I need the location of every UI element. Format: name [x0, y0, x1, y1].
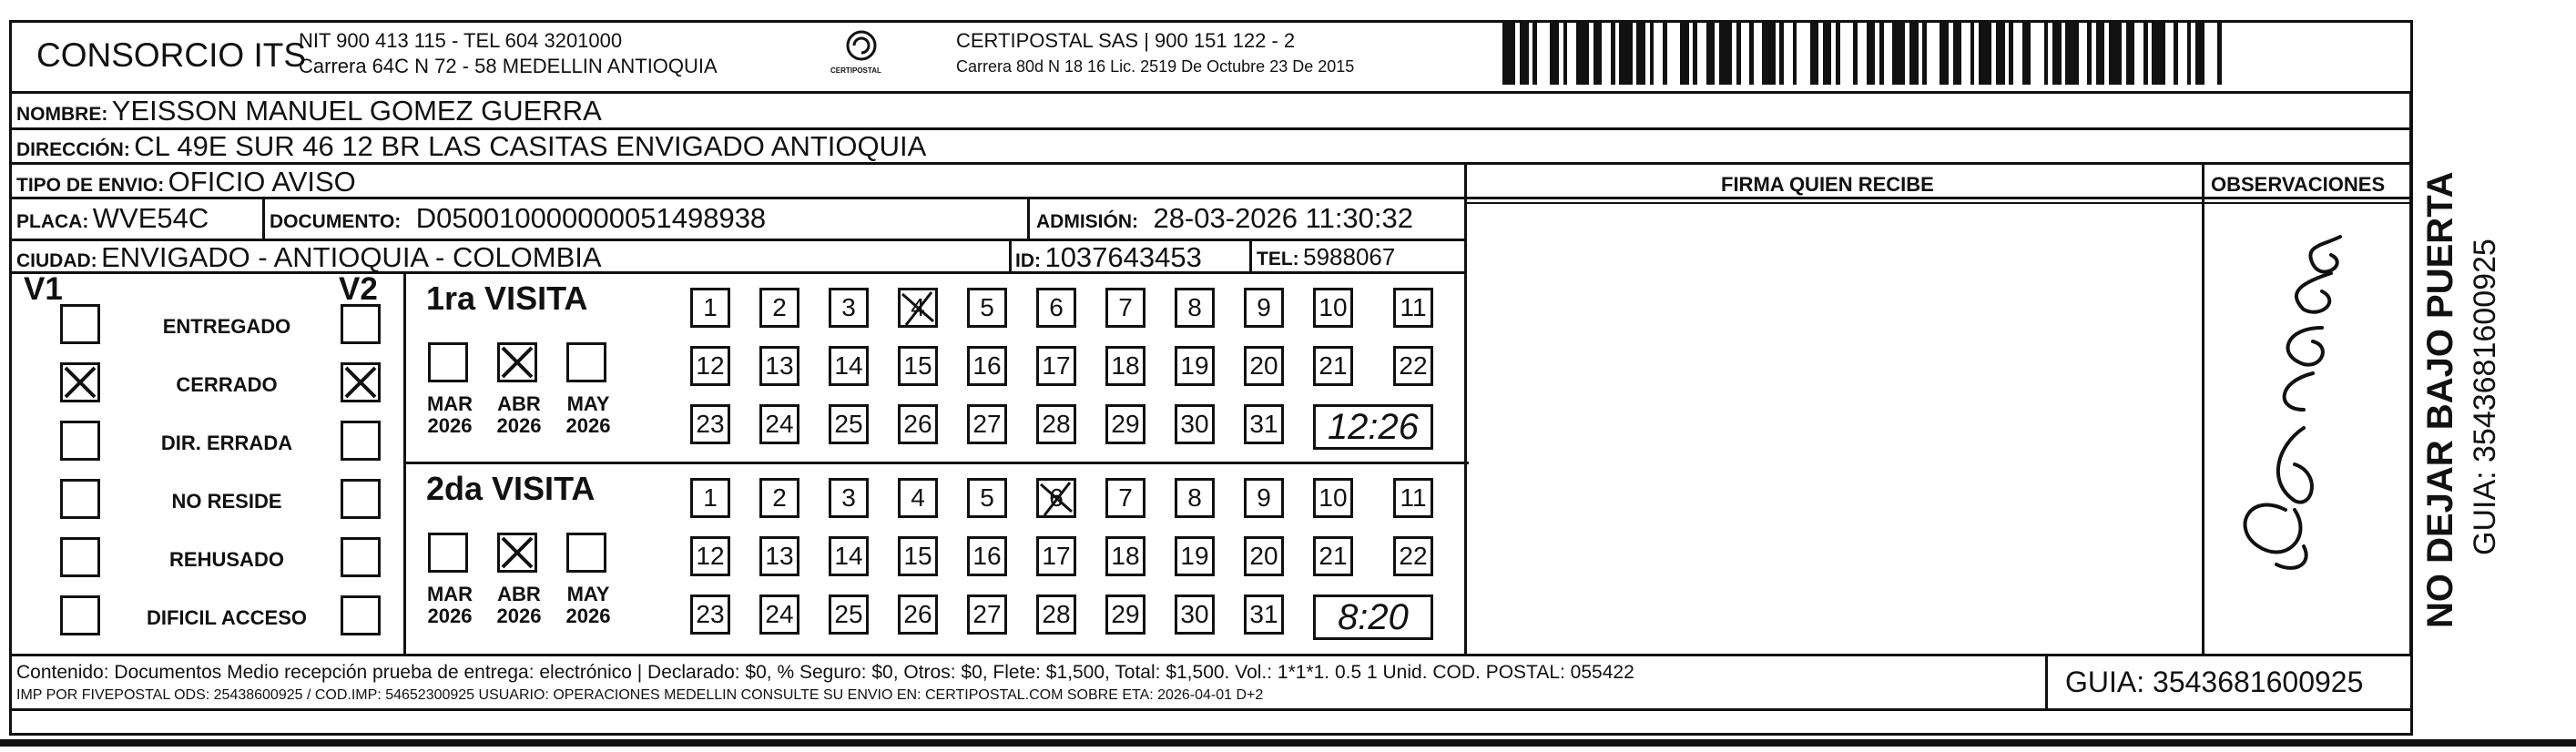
nombre-field: [16, 97, 602, 125]
status-label: DIR. ERRADA: [160, 432, 293, 454]
status-checkbox-v2[interactable]: [341, 421, 381, 461]
barcode-bar: [2096, 23, 2105, 85]
documento-label: DOCUMENTO:: [270, 211, 402, 232]
barcode-bar: [2126, 23, 2135, 85]
barcode-bar: [2152, 23, 2164, 85]
barcode-bar: [1667, 23, 1680, 85]
day-box[interactable]: 3: [829, 288, 869, 328]
day-box[interactable]: 18: [1105, 346, 1145, 386]
day-box[interactable]: 21: [1313, 346, 1353, 386]
status-label: DIFICIL ACCESO: [146, 606, 307, 629]
barcode-bar: [1654, 23, 1663, 85]
firma-header: FIRMA QUIEN RECIBE: [1721, 173, 1934, 196]
day-box[interactable]: 25: [829, 404, 869, 444]
status-checkbox-v1[interactable]: [60, 362, 100, 402]
month-label: [552, 393, 625, 437]
status-checkbox-v2[interactable]: [341, 362, 381, 402]
day-box[interactable]: 6: [1036, 478, 1076, 518]
day-box[interactable]: 31: [1244, 594, 1284, 635]
status-label: ENTREGADO: [162, 315, 291, 338]
day-check-mark: [895, 285, 941, 330]
day-box[interactable]: 16: [967, 536, 1007, 576]
barcode-bar: [1520, 23, 1529, 85]
barcode-bar: [1706, 23, 1716, 85]
barcode-bar: [1884, 23, 1893, 85]
day-box[interactable]: 30: [1175, 404, 1215, 444]
admision-value: 28-03-2026 11:30:32: [1153, 202, 1414, 234]
footer-contenido: Contenido: Documentos Medio recepción prueba de entrega: electrónico | Declarado: $0, % Seguro: $0, Otros: $0, Flete: $1,500, Total: $1,500. Vol.: 1*1*1. 0.5 1 Unid. COD. POSTAL: 055422: [16, 662, 1634, 683]
day-box[interactable]: 4: [898, 288, 938, 328]
day-box[interactable]: 14: [829, 536, 869, 576]
status-checkbox-v2[interactable]: [341, 595, 381, 635]
check-mark-icon: [497, 342, 537, 382]
day-box[interactable]: 30: [1175, 594, 1215, 635]
month-checkbox[interactable]: [428, 533, 468, 573]
logo-text: CERTIPOSTAL: [830, 66, 881, 75]
month-year: 2026: [427, 605, 473, 628]
barcode-bar: [1892, 23, 1905, 85]
day-box[interactable]: 14: [829, 346, 869, 386]
direccion-value: CL 49E SUR 46 12 BR LAS CASITAS ENVIGADO ANTIOQUIA: [134, 130, 927, 162]
visit-title: 2da VISITA: [426, 470, 596, 507]
barcode-bar: [1979, 23, 1991, 85]
rule: [9, 91, 2413, 94]
barcode-bar: [1741, 23, 1750, 85]
ciudad-value: ENVIGADO - ANTIOQUIA - COLOMBIA: [101, 241, 602, 273]
barcode-bar: [1996, 23, 2005, 85]
visit-title: 1ra VISITA: [426, 279, 588, 317]
carrier-line2: Carrera 80d N 18 16 Lic. 2519 De Octubre 23 De 2015: [956, 57, 1355, 76]
v1-label: V1: [24, 271, 63, 307]
barcode-bar: [1840, 23, 1853, 85]
check-mark-icon: [895, 285, 941, 330]
certipostal-logo: [830, 29, 887, 80]
rule: [2045, 654, 2048, 710]
barcode-bar: [1680, 23, 1689, 85]
side-guia: GUIA: 3543681600925: [2468, 239, 2502, 555]
status-checkbox-v2[interactable]: [341, 479, 381, 519]
barcode-bar: [2109, 23, 2122, 85]
month-checkbox[interactable]: [428, 342, 468, 382]
ciudad-label: CIUDAD:: [16, 250, 97, 271]
divider: [0, 739, 2576, 747]
admision-field: [1036, 204, 1413, 232]
rule: [9, 654, 2413, 656]
tel-field: [1257, 245, 1395, 269]
barcode-bar: [2031, 23, 2043, 85]
rule: [1027, 197, 1030, 239]
day-box[interactable]: 23: [690, 594, 730, 635]
status-checkbox-v1[interactable]: [60, 421, 100, 461]
placa-value: WVE54C: [92, 202, 209, 234]
month-year: 2026: [496, 605, 542, 628]
barcode-bar: [2079, 23, 2088, 85]
day-box[interactable]: 15: [898, 536, 938, 576]
month-year: 2026: [565, 414, 611, 438]
day-box[interactable]: 22: [1393, 346, 1433, 386]
barcode-bar: [2165, 23, 2174, 85]
barcode-bar: [1784, 23, 1793, 85]
visit-time-box[interactable]: 8:20: [1313, 594, 1433, 640]
day-box[interactable]: 15: [898, 346, 938, 386]
rule: [403, 462, 1469, 464]
barcode-bar: [2178, 23, 2187, 85]
check-mark-icon: [60, 362, 100, 402]
day-box[interactable]: 21: [1313, 536, 1353, 576]
barcode-bar: [2134, 23, 2143, 85]
day-box[interactable]: 12: [690, 346, 730, 386]
id-label: ID:: [1015, 250, 1041, 271]
month-name: MAY: [566, 392, 610, 415]
day-box[interactable]: 11: [1393, 288, 1433, 328]
day-box[interactable]: 9: [1244, 288, 1284, 328]
month-name: MAR: [426, 392, 473, 415]
day-box[interactable]: 8: [1175, 478, 1215, 518]
rule: [1464, 162, 1467, 656]
admision-label: ADMISIÓN:: [1036, 211, 1138, 232]
barcode-bar: [1619, 23, 1632, 85]
day-box[interactable]: 11: [1393, 478, 1433, 518]
rule: [9, 162, 2413, 165]
barcode-bar: [1502, 23, 1515, 85]
month-name: MAY: [566, 583, 610, 605]
day-box[interactable]: 10: [1313, 478, 1353, 518]
barcode-bar: [1576, 23, 1589, 85]
day-box[interactable]: 31: [1244, 404, 1284, 444]
day-box[interactable]: 19: [1175, 536, 1215, 576]
barcode-bar: [1823, 23, 1832, 85]
barcode-bar: [2013, 23, 2022, 85]
tipo-value: OFICIO AVISO: [168, 166, 356, 198]
day-box[interactable]: 5: [967, 288, 1007, 328]
company-name: CONSORCIO ITS: [36, 36, 307, 74]
barcode-bar: [2052, 23, 2062, 85]
day-box[interactable]: 7: [1105, 288, 1145, 328]
barcode-bar: [2195, 23, 2204, 85]
nombre-label: NOMBRE:: [16, 104, 108, 125]
status-checkbox-v1[interactable]: [60, 595, 100, 635]
placa-field: [16, 204, 209, 232]
rule: [1249, 239, 1252, 271]
month-label: [483, 584, 555, 627]
month-year: 2026: [565, 605, 611, 628]
day-box[interactable]: 26: [898, 404, 938, 444]
barcode-bar: [2022, 23, 2031, 85]
barcode-bar: [1567, 23, 1576, 85]
rule: [2409, 91, 2412, 656]
barcode-bar: [1762, 23, 1775, 85]
barcode-bar: [1858, 23, 1867, 85]
day-box[interactable]: 19: [1175, 346, 1215, 386]
day-box[interactable]: 10: [1313, 288, 1353, 328]
day-box[interactable]: 24: [759, 404, 799, 444]
status-checkbox-v2[interactable]: [341, 537, 381, 577]
day-box[interactable]: 20: [1244, 536, 1284, 576]
day-box[interactable]: 3: [829, 478, 869, 518]
month-name: ABR: [497, 392, 541, 415]
barcode: [1502, 23, 2231, 85]
day-box[interactable]: 1: [690, 478, 730, 518]
direccion-label: DIRECCIÓN:: [16, 139, 130, 160]
barcode-bar: [1593, 23, 1603, 85]
barcode-bar: [1927, 23, 1940, 85]
status-label: NO RESIDE: [171, 490, 282, 513]
barcode-bar: [2204, 23, 2217, 85]
day-box[interactable]: 26: [898, 594, 938, 635]
tel-label: TEL:: [1257, 249, 1299, 269]
check-mark-icon: [1033, 475, 1079, 521]
barcode-bar: [1961, 23, 1970, 85]
id-value: 1037643453: [1044, 241, 1202, 273]
month-year: 2026: [496, 414, 542, 438]
barcode-bar: [1602, 23, 1611, 85]
day-box[interactable]: 1: [690, 288, 730, 328]
nombre-value: YEISSON MANUEL GOMEZ GUERRA: [111, 95, 602, 127]
day-box[interactable]: 9: [1244, 478, 1284, 518]
status-label: CERRADO: [176, 373, 278, 396]
tipo-field: [16, 168, 356, 196]
day-box[interactable]: 22: [1393, 536, 1433, 576]
barcode-bar: [2222, 23, 2231, 85]
carrier-line1: CERTIPOSTAL SAS | 900 151 122 - 2: [956, 29, 1296, 52]
day-box[interactable]: 27: [967, 404, 1007, 444]
day-box[interactable]: 16: [967, 346, 1007, 386]
tel-value: 5988067: [1303, 243, 1396, 270]
month-label: [552, 584, 625, 627]
day-box[interactable]: 28: [1036, 594, 1076, 635]
barcode-bar: [1550, 23, 1559, 85]
day-box[interactable]: 18: [1105, 536, 1145, 576]
barcode-bar: [1697, 23, 1706, 85]
company-info-line1: NIT 900 413 115 - TEL 604 3201000: [299, 29, 623, 52]
day-box[interactable]: 17: [1036, 346, 1076, 386]
day-box[interactable]: 23: [690, 404, 730, 444]
direccion-field: [16, 132, 926, 160]
status-checkbox-v1[interactable]: [60, 537, 100, 577]
status-checkbox-v1[interactable]: [60, 479, 100, 519]
company-info-line2: Carrera 64C N 72 - 58 MEDELLIN ANTIOQUIA: [299, 55, 718, 77]
day-box[interactable]: 5: [967, 478, 1007, 518]
barcode-bar: [1636, 23, 1645, 85]
day-box[interactable]: 25: [829, 594, 869, 635]
barcode-bar: [1754, 23, 1763, 85]
day-box[interactable]: 28: [1036, 404, 1076, 444]
barcode-bar: [1940, 23, 1949, 85]
status-checkbox-v2[interactable]: [341, 304, 381, 344]
v2-label: V2: [339, 271, 378, 307]
visit-time-box[interactable]: 12:26: [1313, 404, 1433, 450]
day-box[interactable]: 2: [759, 288, 799, 328]
rule: [1464, 202, 2413, 204]
barcode-bar: [1909, 23, 1919, 85]
status-checkbox-v1[interactable]: [60, 304, 100, 344]
month-checkbox[interactable]: [497, 342, 537, 382]
day-box[interactable]: 7: [1105, 478, 1145, 518]
month-year: 2026: [427, 414, 473, 438]
rule: [2202, 162, 2204, 656]
rule: [9, 197, 2413, 199]
month-checkbox[interactable]: [566, 342, 606, 382]
barcode-bar: [1719, 23, 1732, 85]
status-label: REHUSADO: [169, 548, 284, 571]
month-checkbox[interactable]: [566, 533, 606, 573]
barcode-bar: [1810, 23, 1819, 85]
rule: [9, 708, 2413, 711]
footer-guia: GUIA: 3543681600925: [2065, 666, 2364, 698]
day-box[interactable]: 29: [1105, 594, 1145, 635]
tipo-label: TIPO DE ENVIO:: [16, 175, 165, 196]
day-box[interactable]: 20: [1244, 346, 1284, 386]
check-mark-icon: [497, 533, 537, 573]
documento-value: D050010000000051498938: [415, 202, 767, 234]
day-box[interactable]: 2: [759, 478, 799, 518]
day-box[interactable]: 27: [967, 594, 1007, 635]
barcode-bar: [1797, 23, 1809, 85]
month-label: [413, 584, 486, 627]
footer-imp: IMP POR FIVEPOSTAL ODS: 25438600925 / COD.IMP: 54652300925 USUARIO: OPERACIONES MEDELLIN CONSULTE SU ENVIO EN: CERTIPOSTAL.COM SOBRE ETA: 2026-04-01 D+2: [16, 687, 1264, 703]
id-field: [1015, 243, 1202, 271]
day-box[interactable]: 8: [1175, 288, 1215, 328]
rule: [1009, 239, 1012, 271]
day-check-mark: [1033, 475, 1079, 521]
barcode-bar: [1953, 23, 1962, 85]
ciudad-field: [16, 243, 602, 271]
rule: [262, 197, 265, 239]
barcode-bar: [1867, 23, 1876, 85]
month-name: ABR: [497, 583, 541, 605]
day-box[interactable]: 13: [759, 346, 799, 386]
day-box[interactable]: 13: [759, 536, 799, 576]
month-name: MAR: [426, 583, 473, 605]
month-label: [413, 393, 486, 437]
month-checkbox[interactable]: [497, 533, 537, 573]
day-box[interactable]: 12: [690, 536, 730, 576]
placa-label: PLACA:: [16, 211, 89, 232]
day-box[interactable]: 17: [1036, 536, 1076, 576]
check-mark-icon: [341, 362, 381, 402]
recipient-signature: [2222, 218, 2386, 601]
barcode-bar: [2065, 23, 2078, 85]
day-box[interactable]: 6: [1036, 288, 1076, 328]
day-box[interactable]: 24: [759, 594, 799, 635]
observaciones-header: OBSERVACIONES: [2211, 173, 2386, 196]
day-box[interactable]: 29: [1105, 404, 1145, 444]
day-box[interactable]: 4: [898, 478, 938, 518]
month-label: [483, 393, 555, 437]
barcode-bar: [1537, 23, 1550, 85]
side-warning: NO DEJAR BAJO PUERTA: [2420, 171, 2460, 628]
rule: [403, 271, 406, 656]
documento-field: [270, 204, 766, 232]
